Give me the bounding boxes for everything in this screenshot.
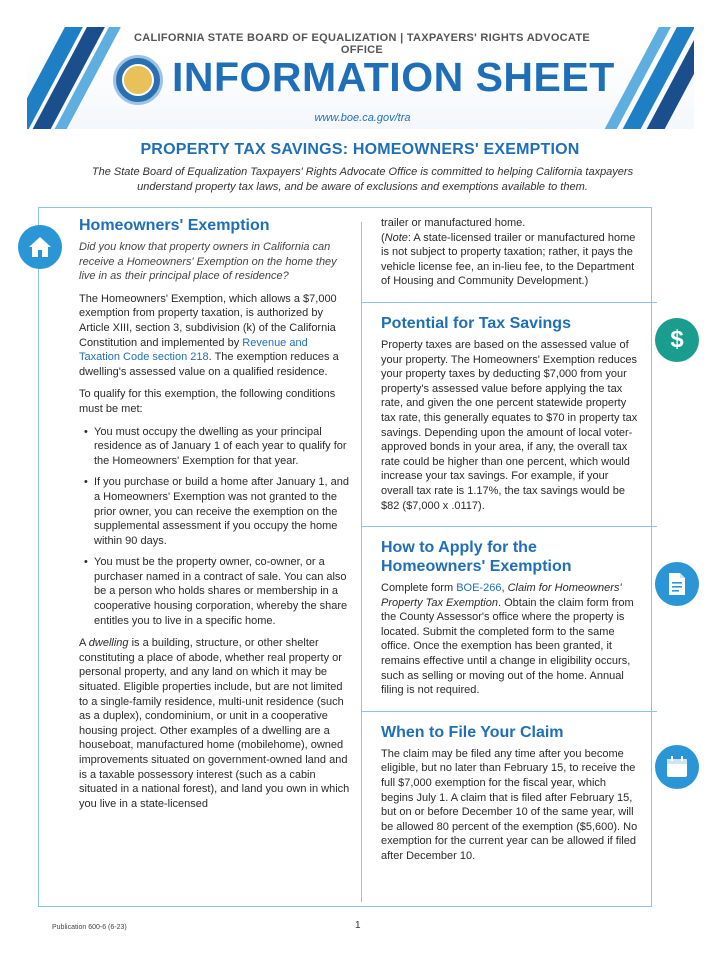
state-seal-logo [113, 55, 163, 105]
page-number: 1 [355, 920, 361, 931]
section-heading-homeowners-exemption: Homeowners' Exemption [79, 217, 270, 234]
list-item: • You must occupy the dwelling as your principal residence as of January 1 of each year to qualify for the Homeowners' Exemption for that year. [79, 425, 351, 469]
term-dwelling: dwelling [88, 637, 129, 650]
website-link[interactable]: www.boe.ca.gov/tra [314, 112, 411, 124]
rtc-section-218-link[interactable]: Revenue and Taxation Code section 218 [79, 336, 308, 364]
section-lead: Did you know that property owners in California can receive a Homeowners' Exemption on the home they live in as their principal place of residence? [79, 241, 337, 283]
house-icon [18, 225, 62, 269]
section-divider [361, 526, 657, 527]
list-item: • If you purchase or build a home after January 1, and a Homeowners' Exemption was not granted to the prior owner, you can receive the exemption on the supplemental assessment if you occupy the home within 90 days. [79, 475, 351, 548]
paragraph [79, 636, 351, 811]
paragraph [79, 292, 351, 380]
paragraph-text: , [501, 582, 508, 595]
publication-number: Publication 600-6 (6-23) [52, 924, 127, 931]
dollar-icon: $ [655, 318, 699, 362]
list-item: • You must be the property owner, co-owner, or a purchaser named in a contract of sale. You can also be a person who holds shares or membership in a cooperative housing corporation, whereby the share entitles you to live in a specific home. [79, 555, 351, 628]
section-heading-how-to-apply: How to Apply for the Homeowners' Exemption [381, 539, 572, 576]
paragraph-text: Complete form [381, 582, 457, 595]
column-divider [361, 222, 362, 902]
paragraph: The claim may be filed any time after you become eligible, but no later than February 15, to receive the full $7,000 exemption for the fiscal year, which begins July 1. A claim that is filed after February 15, but on or before December 10 of the same year, will be allowed 80 percent of the exemption ($5,600). No exemption for the current year can be allowed if filed after December 10. [381, 747, 638, 862]
note-paragraph: (Note: A state-licensed trailer or manufactured home is not subject to property taxation; rather, it pays the vehicle license fee, an in-lieu fee, to the Department of Housing and Community Development.) [381, 231, 636, 288]
left-column [79, 216, 351, 811]
document-title: INFORMATION SHEET [172, 54, 615, 100]
page-heading: PROPERTY TAX SAVINGS: HOMEOWNERS' EXEMPTION [140, 141, 580, 158]
calendar-icon [655, 745, 699, 789]
paragraph [381, 581, 641, 698]
paragraph-text: is a building, structure, or other shelter constituting a place of abode, whether real property or personal property, and any land on which it may be situated. Eligible properties include, but are not limited to a single-family residence, multi-unit residence (such as a duplex), condominium, or unit in a cooperative housing project. Other examples of a dwelling are a houseboat, manufactured home (mobilehome), owned improvements situated on government-owned land and is a taxable possessory interest (such as a cabin situated in a national forest), and land you own in which you live in a state-licensed [79, 637, 350, 810]
intro-text: The State Board of Equalization Taxpayers' Rights Advocate Office is committed to helping California taxpayers understand property tax laws, and be aware of exclusions and exemptions available to them. [91, 166, 634, 193]
conditions-list [79, 425, 351, 629]
note-label: Note [384, 231, 408, 244]
section-divider [361, 711, 657, 712]
section-heading-tax-savings: Potential for Tax Savings [381, 314, 571, 332]
note-text: : A state-licensed trailer or manufactured home is not subject to property taxation; rather, it pays the vehicle license fee, an in-lieu fee, to the Department of Housing and Community Development.) [381, 231, 636, 288]
continuation-text: trailer or manufactured home. [381, 217, 526, 229]
agency-line: CALIFORNIA STATE BOARD OF EQUALIZATION | TAXPAYERS' RIGHTS ADVOCATE OFFICE [133, 32, 591, 56]
paragraph-text: A [79, 637, 89, 650]
section-divider [361, 302, 657, 303]
boe-266-link[interactable]: BOE-266 [456, 582, 502, 595]
form-title: Claim for Homeowners' Property Tax Exemption [381, 582, 622, 609]
section-heading-when-to-file: When to File Your Claim [381, 723, 564, 741]
paragraph-text: . The exemption reduces a dwelling's assessed value on a qualified residence. [79, 351, 339, 378]
paragraph: Property taxes are based on the assessed value of your property. The Homeowners' Exemption reduces your property taxes by deducting $7,000 from your property's assessed value before applying the tax rate, and given the one percent statewide property tax rate, this generally equates to $70 in property tax savings. Depending upon the amount of local voter-approved bonds in your area, if any, the overall tax rate could be higher than one percent, which would increase your tax savings. For example, if your overall tax rate is 1.17%, the tax savings would be $82 ($7,000 x .0117). [381, 338, 638, 512]
paragraph: To qualify for this exemption, the following conditions must be met: [79, 388, 336, 415]
paragraph-text: The Homeowners' Exemption, which allows a $7,000 exemption from property taxation, is authorized by Article XIII, section 3, subdivision (k) of the California Constitution and implemented by [79, 292, 337, 349]
document-icon [655, 562, 699, 606]
paragraph-text: . Obtain the claim form from the County Assessor's office where the property is located. Submit the completed form to the same office. Once the exemption has been granted, it remains effective until a change in eligibility occurs, such as selling or moving out of the home. Annual filing is not required. [381, 596, 634, 697]
right-column [381, 216, 641, 864]
